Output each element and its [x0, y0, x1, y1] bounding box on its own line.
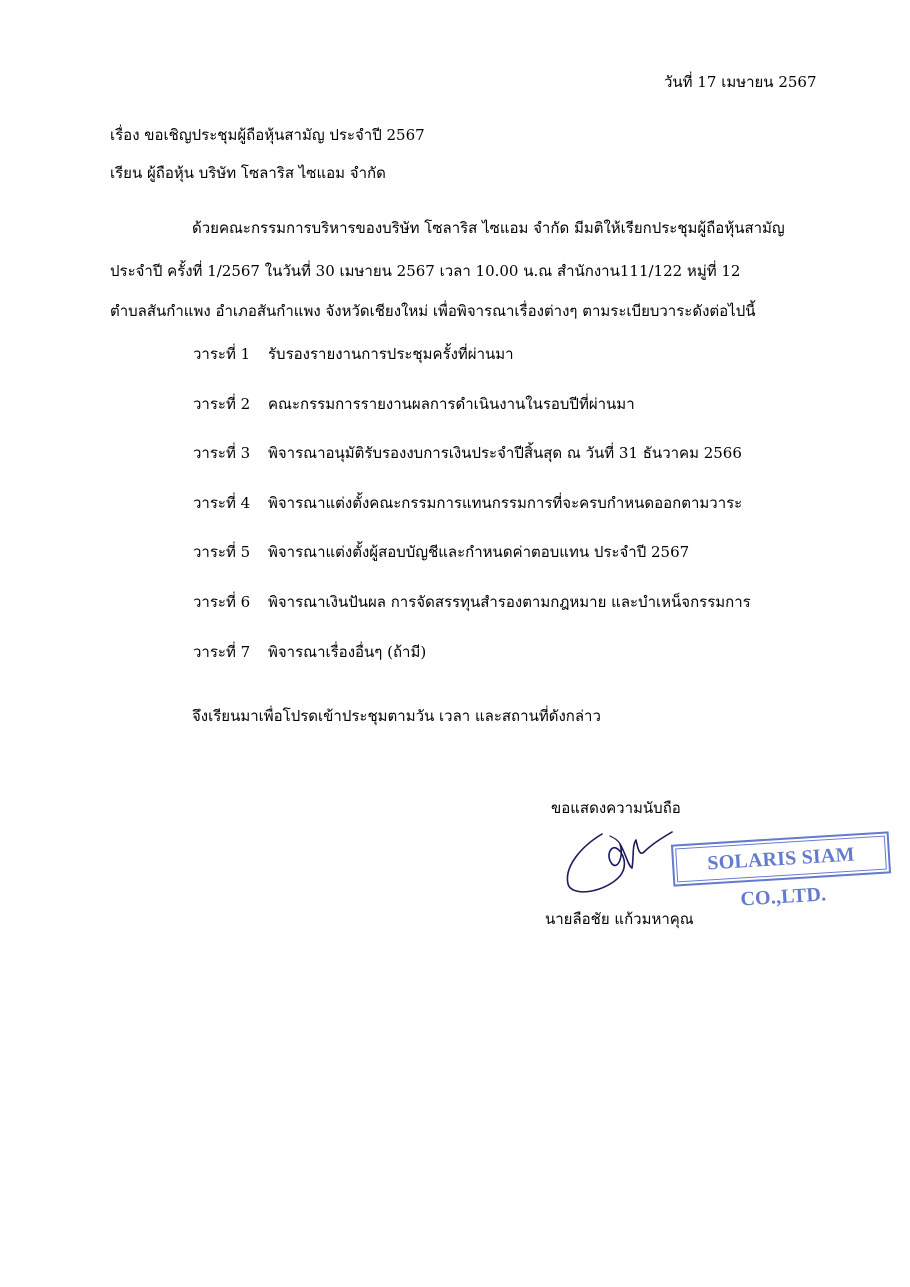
- regards-line: ขอแสดงความนับถือ: [551, 799, 681, 817]
- body-line-2: ประจำปี ครั้งที่ 1/2567 ในวันที่ 30 เมษายน 2567 เวลา 10.00 น.ณ สำนักงาน111/122 หมู่ที่ 12: [110, 262, 741, 280]
- agenda-text: พิจารณาอนุมัติรับรองงบการเงินประจำปีสิ้นสุด ณ วันที่ 31 ธันวาคม 2566: [268, 444, 742, 462]
- letter-subject: เรื่อง ขอเชิญประชุมผู้ถือหุ้นสามัญ ประจำปี 2567: [110, 126, 425, 144]
- body-line-3: ตำบลสันกำแพง อำเภอสันกำแพง จังหวัดเชียงใหม่ เพื่อพิจารณาเรื่องต่างๆ ตามระเบียบวาระดังต่อไปนี้: [110, 302, 756, 320]
- agenda-text: พิจารณาแต่งตั้งผู้สอบบัญชีและกำหนดค่าตอบแทน ประจำปี 2567: [268, 543, 690, 561]
- agenda-number: วาระที่ 3: [193, 444, 251, 462]
- agenda-text: รับรองรายงานการประชุมครั้งที่ผ่านมา: [268, 345, 514, 363]
- agenda-number: วาระที่ 7: [193, 643, 251, 661]
- agenda-text: คณะกรรมการรายงานผลการดำเนินงานในรอบปีที่ผ่านมา: [268, 395, 635, 413]
- letter-recipient: เรียน ผู้ถือหุ้น บริษัท โซลาริส ไซแอม จำกัด: [110, 164, 386, 182]
- agenda-number: วาระที่ 6: [193, 593, 251, 611]
- agenda-text: พิจารณาเรื่องอื่นๆ (ถ้ามี): [268, 643, 427, 661]
- agenda-text: พิจารณาเงินปันผล การจัดสรรทุนสำรองตามกฎหมาย และบำเหน็จกรรมการ: [268, 593, 751, 611]
- agenda-number: วาระที่ 5: [193, 543, 251, 561]
- agenda-number: วาระที่ 4: [193, 494, 251, 512]
- company-stamp: SOLARIS SIAM CO.,LTD.: [671, 831, 891, 886]
- agenda-text: พิจารณาแต่งตั้งคณะกรรมการแทนกรรมการที่จะครบกำหนดออกตามวาระ: [268, 494, 743, 512]
- agenda-number: วาระที่ 1: [193, 345, 251, 363]
- letter-date: วันที่ 17 เมษายน 2567: [664, 73, 817, 91]
- agenda-number: วาระที่ 2: [193, 395, 251, 413]
- signer-name: นายลือชัย แก้วมหาคุณ: [545, 910, 694, 928]
- closing-line: จึงเรียนมาเพื่อโปรดเข้าประชุมตามวัน เวลา และสถานที่ดังกล่าว: [192, 707, 601, 725]
- body-line-1: ด้วยคณะกรรมการบริหารของบริษัท โซลาริส ไซแอม จำกัด มีมติให้เรียกประชุมผู้ถือหุ้นสามัญ: [192, 219, 785, 237]
- signature-image: [562, 826, 682, 898]
